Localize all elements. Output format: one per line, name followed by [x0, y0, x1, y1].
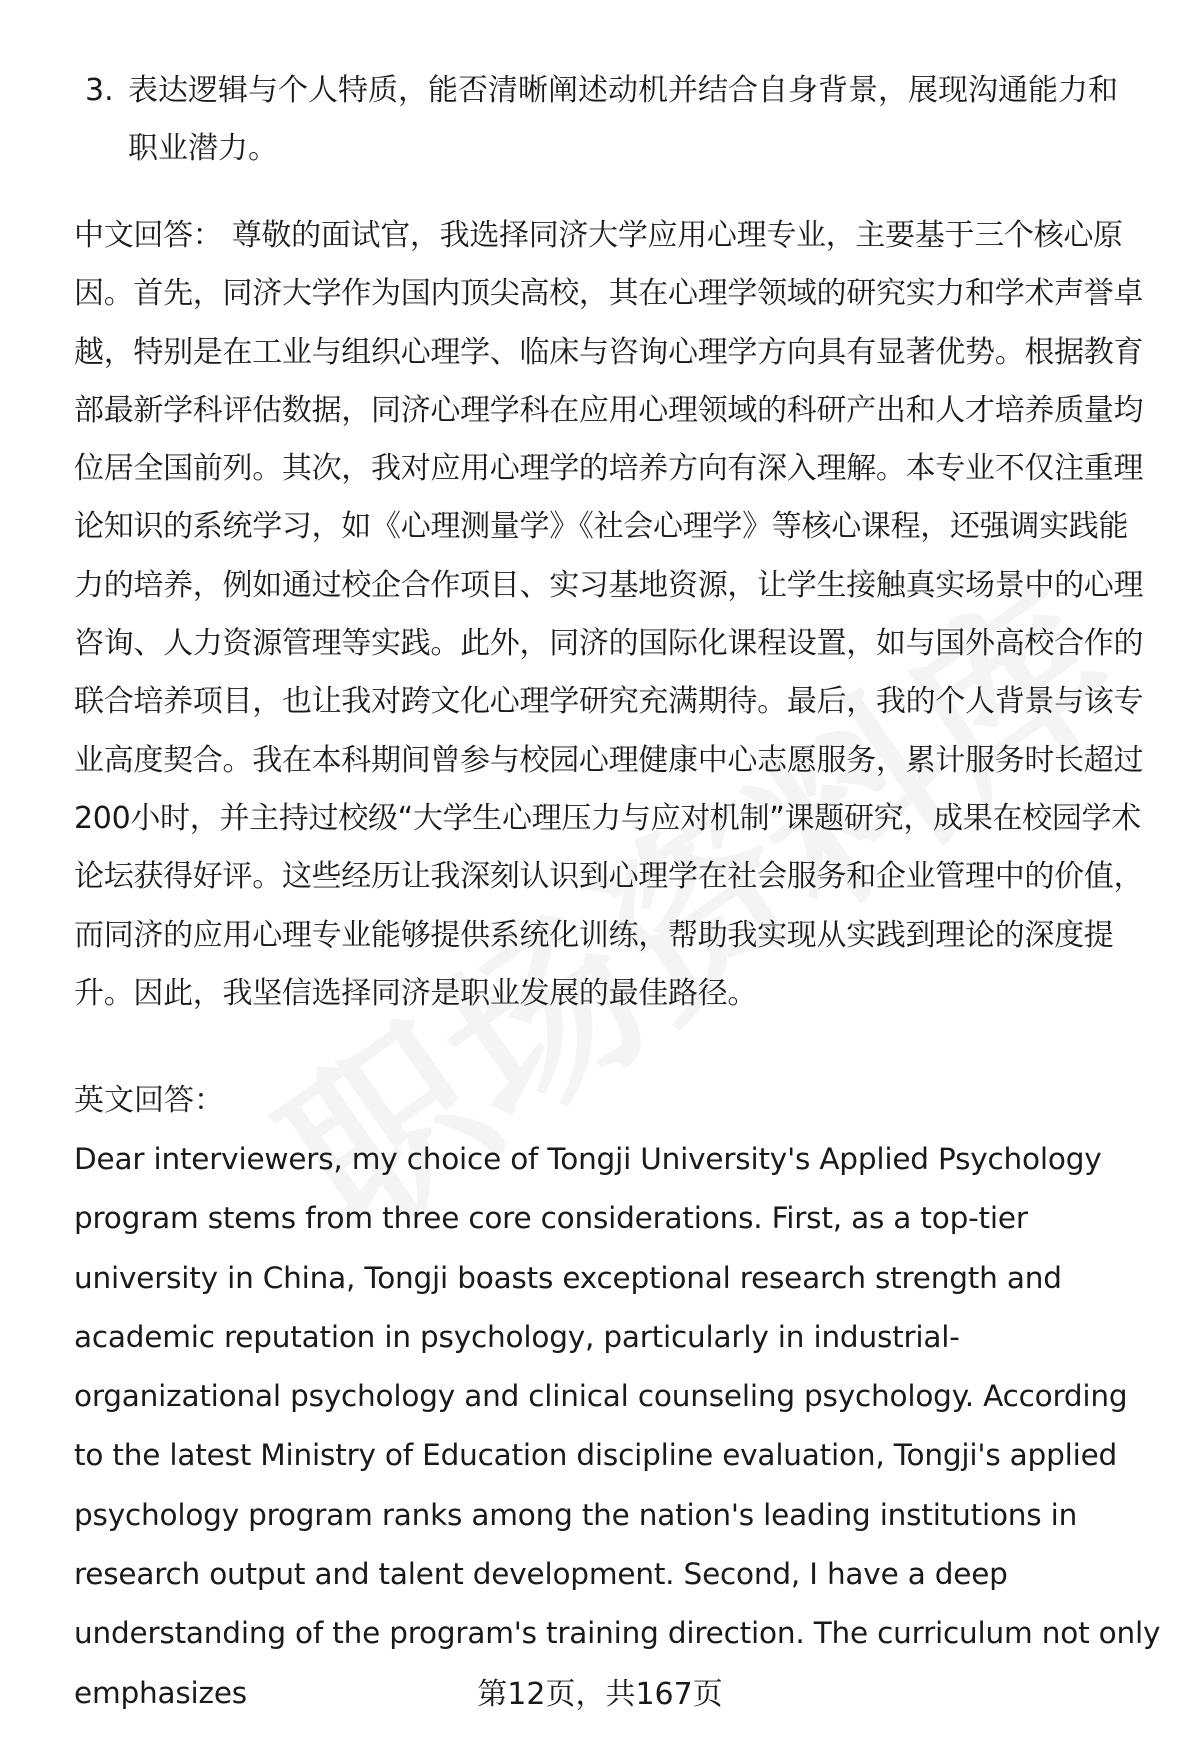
list-item-3	[85, 62, 1145, 178]
english-answer-label: 英文回答：	[74, 1083, 224, 1118]
list-item-text: 表达逻辑与个人特质，能否清晰阐述动机并结合自身背景，展现沟通能力和职业潜力。	[128, 73, 1118, 166]
english-answer-paragraph: Dear interviewers, my choice of Tongji University's Applied Psychology program stems from three core considerations. First, as a top-tier university in China, Tongji boasts exceptional research strength and academic reputation in psychology, particularly in industrial-organizational psychology and clinical counseling psychology. According to the latest Ministry of Education discipline evaluation, Tongji's applied psychology program ranks among the nation's leading institutions in research output and talent development. Second, I have a deep understanding of the program's training direction. The curriculum not only emphasizes	[74, 1142, 1161, 1710]
chinese-answer-paragraph: 中文回答： 尊敬的面试官，我选择同济大学应用心理专业，主要基于三个核心原因。首先，同济大学作为国内顶尖高校，其在心理学领域的研究实力和学术声誉卓越，特别是在工业与组织心理学、临床与咨询心理学方向具有显著优势。根据教育部最新学科评估数据，同济心理学科在应用心理领域的科研产出和人才培养质量均位居全国前列。其次，我对应用心理学的培养方向有深入理解。本专业不仅注重理论知识的系统学习，如《心理测量学》《社会心理学》等核心课程，还强调实践能力的培养，例如通过校企合作项目、实习基地资源，让学生接触真实场景中的心理咨询、人力资源管理等实践。此外，同济的国际化课程设置，如与国外高校合作的联合培养项目，也让我对跨文化心理学研究充满期待。最后，我的个人背景与该专业高度契合。我在本科期间曾参与校园心理健康中心志愿服务，累计服务时长超过200小时，并主持过校级“大学生心理压力与应对机制”课题研究，成果在校园学术论坛获得好评。这些经历让我深刻认识到心理学在社会服务和企业管理中的价值，而同济的应用心理专业能够提供系统化训练，帮助我实现从实践到理论的深度提升。因此，我坚信选择同济是职业发展的最佳路径。	[74, 218, 1144, 1011]
page-number-footer: 第12页，共167页	[477, 1677, 723, 1712]
list-item-number: 3.	[85, 73, 114, 108]
